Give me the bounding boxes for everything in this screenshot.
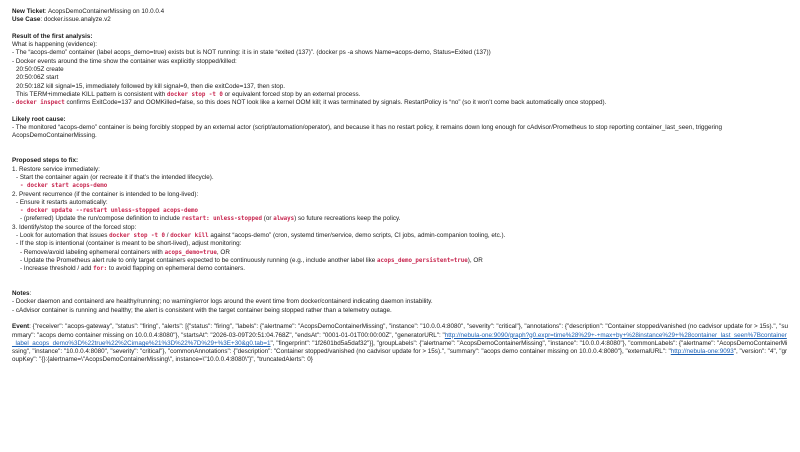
analysis-title: Result of the first analysis: (12, 32, 93, 40)
code-docker-stop: docker stop -t 0 (167, 91, 223, 98)
step-2a: - Ensure it restarts automatically: (16, 198, 108, 206)
event-json-part-1: : {"receiver": "acops-gateway", "status": "firing", "alerts": [{"status": "firing", "labels": {"alertname": "AcopsDemoContainerMissing", "instance": "10.0.0.4:8080", "severity": "critical"}, "annotations": {"description": "Container stopped/vanished (no cadvisor update for > 15s).", "summary": "acops demo container missing on 10.0.0.4:8080"}, "startsAt": "2026-03-09T20:51:04.768Z", "endsAt": "0001-01-01T00:00:00Z", "generatorURL": " (12, 323, 788, 339)
step-2c: - (preferred) Update the run/compose definition to include restart: unless-stopped (or always) so future recreations keep the policy. (20, 215, 401, 223)
usecase-label: Use Case (12, 16, 41, 24)
code-docker-update: - docker update --restart unless-stopped acops-demo (20, 208, 198, 215)
root-cause-title: Likely root cause: (12, 115, 66, 123)
analysis-line-8: - docker inspect confirms ExitCode=137 and OOMKilled=false, so this does NOT look like a kernel OOM kill; it was terminated by signals. RestartPolicy is “no” (so it won’t come back automatically once stopped). (12, 99, 607, 107)
step-2: 2. Prevent recurrence (if the container is intended to be long-lived): (12, 190, 199, 198)
code-always: always (273, 216, 295, 223)
step-1a: - Start the container again (or recreate it if that’s the intended lifecycle). (16, 173, 214, 181)
ticket-value: : AcopsDemoContainerMissing on 10.0.0.4 (44, 8, 165, 15)
steps-title: Proposed steps to fix: (12, 157, 79, 165)
ticket-label: New Ticket (12, 8, 45, 15)
code-docker-kill: docker kill (170, 233, 209, 240)
analysis-line-1: What is happening (evidence): (12, 41, 98, 49)
event-block (12, 323, 788, 364)
usecase-value: : docker.issue.analyze.v2 (40, 16, 111, 24)
analysis-line-2: - The “acops-demo” container (label acops_demo=true) exists but is NOT running: it is in state “exited (137)”. (docker ps -a shows Name=acops-demo, Status=Exited (137)) (12, 49, 491, 57)
usecase-line (12, 16, 788, 24)
step-3: 3. Identify/stop the source of the forced stop: (12, 223, 137, 231)
step-3a: - Look for automation that issues docker stop -t 0 / docker kill against “acops-demo” (cron, systemd timer/service, demo scripts, CI jobs, admin-companion tooling, etc.). (16, 232, 506, 240)
step-1: 1. Restore service immediately: (12, 165, 100, 173)
code-label-persistent: acops_demo_persistent=true (377, 257, 468, 264)
code-for: for: (93, 266, 108, 273)
notes-title: Notes (12, 290, 30, 298)
step-2b (12, 207, 788, 215)
analysis-event-create: 20:50:05Z create (16, 66, 64, 74)
analysis-line-7: This TERM+immediate KILL pattern is consistent with docker stop -t 0 or equivalent forced stop by an external process. (16, 90, 361, 98)
notes-title-line: Notes: (12, 290, 32, 298)
step-3e: - Increase threshold / add for: to avoid flapping on ephemeral demo containers. (20, 265, 246, 273)
external-url-link[interactable]: http://nebula-one:9093 (670, 348, 734, 356)
analysis-line-3: - Docker events around the time show the container was explicitly stopped/killed: (12, 57, 237, 65)
note-1: - Docker daemon and containerd are healthy/running; no warning/error logs around the event time from docker/containerd indicating daemon instability. (12, 298, 433, 306)
note-2: - cAdvisor container is running and healthy; the alert is consistent with the target container being stopped rather than a telemetry outage. (12, 306, 392, 314)
ticket-title-line (12, 8, 788, 16)
code-label-acops-demo: acops_demo=true (164, 249, 217, 256)
root-cause-text: - The monitored “acops-demo” container is being forcibly stopped by an external actor (script/automation/operator), and because it has no restart policy, it remains down long enough for cAdvisor/Prometheus to stop reporting container_last_seen, triggering AcopsDemoContainerMissing. (12, 124, 722, 140)
analysis-event-kill: 20:50:18Z kill signal=15, immediately followed by kill signal=9, then die exitCode=137, then stop. (16, 82, 286, 90)
event-label: Event (12, 323, 30, 331)
step-1b (12, 182, 788, 190)
generator-url-link[interactable]: http://nebula-one:9090/graph?g0.expr=time%28%29+-+max+by+%28instance%29+%28container_last_seen%7Bcontainer_label_acops_demo%3D%22true%22%2Cimage%21%3D%22%7D%29+%3E+30&g0.tab=1 (12, 331, 787, 347)
step-3b: - If the stop is intentional (container is meant to be short-lived), adjust monitoring: (16, 240, 242, 248)
code-docker-inspect: docker inspect (15, 100, 65, 107)
step-3d: - Update the Prometheus alert rule to only target containers expected to be continuously running (e.g., include another label like acops_demo_persistent=true), OR (20, 256, 483, 264)
code-docker-stop-t0: docker stop -t 0 (109, 233, 165, 240)
event-json-part-3: ", "version": "4", "groupKey": "{}:{alertname=\"AcopsDemoContainerMissing\", instance=\"10.0.0.4:8080\"}", "truncatedAlerts": 0} (12, 348, 788, 364)
code-docker-start: - docker start acops-demo (20, 183, 108, 190)
step-3c: - Remove/avoid labeling ephemeral containers with acops_demo=true, OR (20, 248, 230, 256)
code-restart-policy: restart: unless-stopped (181, 216, 262, 223)
event-json-part-2: ", "fingerprint": "1f2601bd5a5daf32"}], "groupLabels": {"alertname": "AcopsDemoContainerMissing", "instance": "10.0.0.4:8080"}, "commonLabels": {"alertname": "AcopsDemoContainerMissing", "instance": "10.0.0.4:8080", "severity": "critical"}, "commonAnnotations": {"description": "Container stopped/vanished (no cadvisor update for > 15s).", "summary": "acops demo container missing on 10.0.0.4:8080"}, "externalURL": " (12, 339, 788, 356)
analysis-event-start: 20:50:06Z start (16, 74, 59, 82)
